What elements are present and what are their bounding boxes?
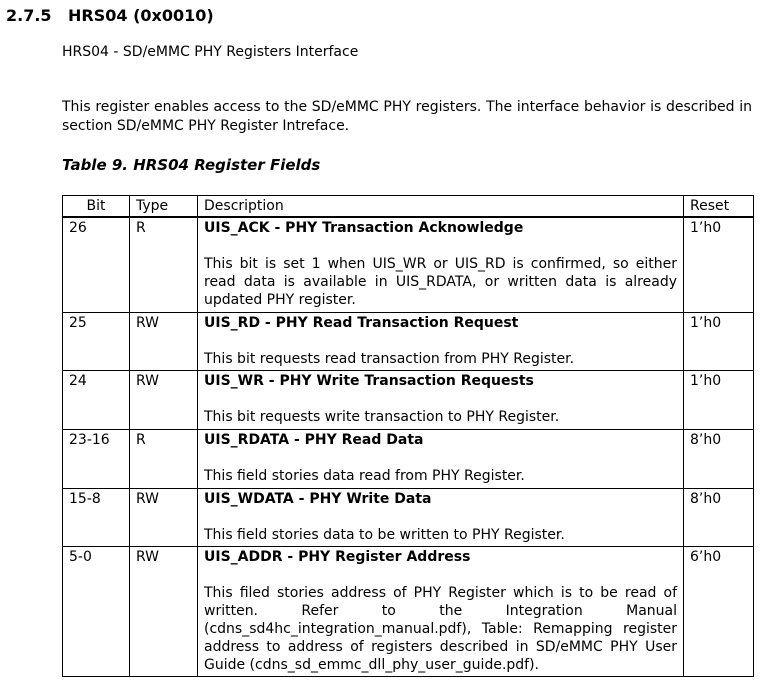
reset-cell: 1’h0 <box>684 370 754 429</box>
table-row <box>63 546 754 676</box>
table-row <box>63 370 754 429</box>
header-description: Description <box>198 196 684 218</box>
bit-cell: 15-8 <box>63 488 130 546</box>
field-title: UIS_RDATA - PHY Read Data <box>204 431 424 448</box>
reset-cell: 6’h0 <box>684 546 754 676</box>
description-cell <box>198 488 684 546</box>
reset-cell: 1’h0 <box>684 217 754 312</box>
reset-cell: 8’h0 <box>684 488 754 546</box>
bit-cell: 24 <box>63 370 130 429</box>
field-description: This bit requests write transaction to PHY Register. <box>204 408 560 425</box>
reset-cell: 1’h0 <box>684 312 754 370</box>
description-cell <box>198 217 684 312</box>
header-type: Type <box>130 196 198 218</box>
register-subtitle: HRS04 - SD/eMMC PHY Registers Interface <box>62 44 359 60</box>
field-title: UIS_WDATA - PHY Write Data <box>204 490 432 507</box>
description-cell <box>198 546 684 676</box>
table-row <box>63 429 754 488</box>
section-heading <box>6 6 214 25</box>
type-cell: RW <box>130 312 198 370</box>
header-bit: Bit <box>63 196 130 218</box>
description-cell <box>198 312 684 370</box>
header-reset: Reset <box>684 196 754 218</box>
register-fields-table <box>62 195 754 677</box>
type-cell: RW <box>130 370 198 429</box>
table-row <box>63 312 754 370</box>
table-row <box>63 488 754 546</box>
section-title: HRS04 (0x0010) <box>68 6 214 25</box>
field-title: UIS_ADDR - PHY Register Address <box>204 548 471 565</box>
description-cell <box>198 370 684 429</box>
field-title: UIS_RD - PHY Read Transaction Request <box>204 314 519 331</box>
field-description: This field stories data read from PHY Register. <box>204 467 525 484</box>
field-description: This field stories data to be written to PHY Register. <box>204 526 565 543</box>
table-row <box>63 217 754 312</box>
field-description: This bit is set 1 when UIS_WR or UIS_RD is confirmed, so either read data is available in UIS_RDATA, or written data is already updated PHY register. <box>204 256 677 308</box>
bit-cell: 5-0 <box>63 546 130 676</box>
section-number: 2.7.5 <box>6 6 52 25</box>
intro-paragraph: This register enables access to the SD/eMMC PHY registers. The interface behavior is described in section SD/eMMC PHY Register Intreface. <box>62 99 752 134</box>
type-cell: RW <box>130 488 198 546</box>
bit-cell: 25 <box>63 312 130 370</box>
reset-cell: 8’h0 <box>684 429 754 488</box>
bit-cell: 26 <box>63 217 130 312</box>
field-title: UIS_WR - PHY Write Transaction Requests <box>204 372 534 389</box>
description-cell <box>198 429 684 488</box>
table-header-row <box>63 196 754 218</box>
field-description: This bit requests read transaction from PHY Register. <box>204 350 575 367</box>
bit-cell: 23-16 <box>63 429 130 488</box>
field-description: This filed stories address of PHY Register which is to be read of written. Refer to the Integration Manual (cdns_sd4hc_integration_manual.pdf), Table: Remapping register address to address of registers described in SD/eMMC PHY User Guide (cdns_sd_emmc_dll_phy_user_guide.pdf). <box>204 584 677 673</box>
type-cell: RW <box>130 546 198 676</box>
type-cell: R <box>130 429 198 488</box>
field-title: UIS_ACK - PHY Transaction Acknowledge <box>204 220 524 236</box>
type-cell: R <box>130 217 198 312</box>
table-caption: Table 9. HRS04 Register Fields <box>62 156 321 174</box>
